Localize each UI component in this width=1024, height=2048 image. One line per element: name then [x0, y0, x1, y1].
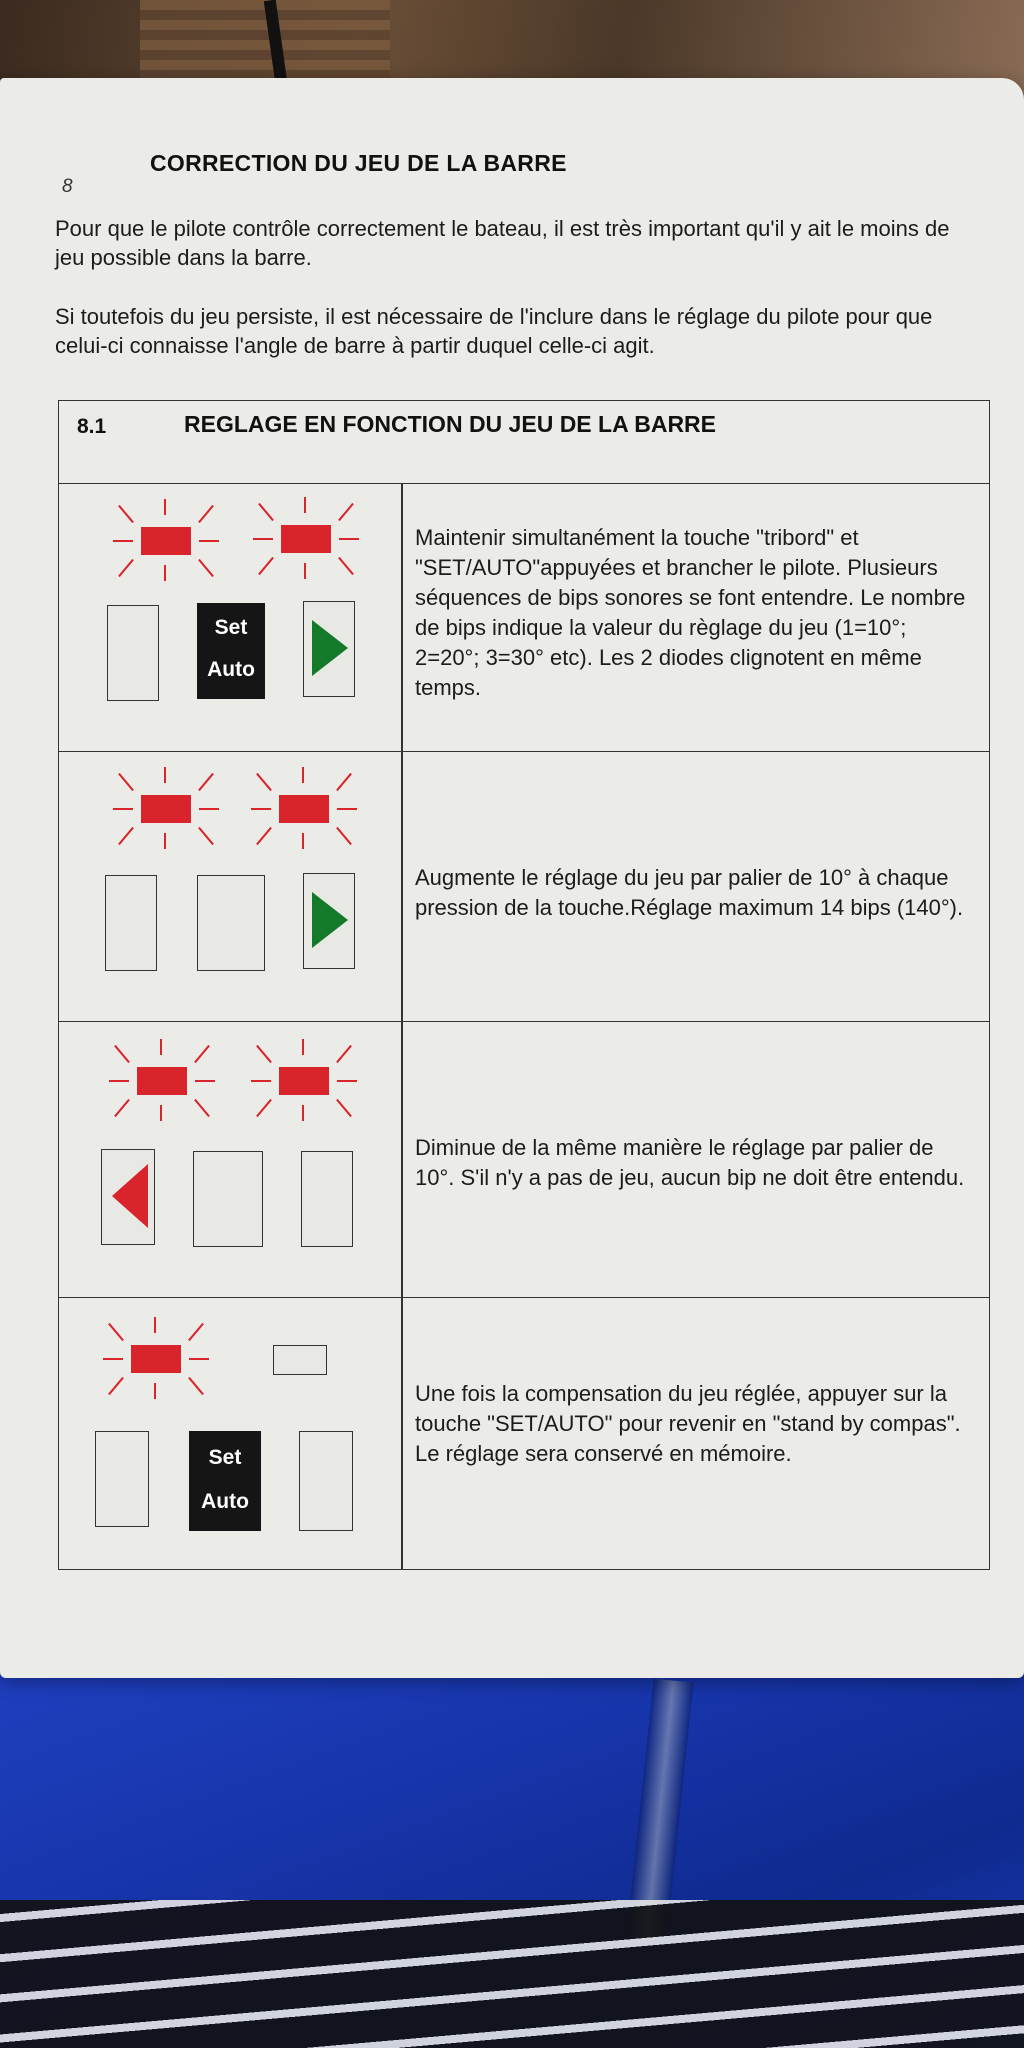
port-arrow-icon [112, 1164, 148, 1228]
port-key [101, 1149, 155, 1245]
set-auto-key [189, 1431, 261, 1531]
led-blinking-icon [111, 497, 221, 587]
led-blinking-icon [249, 765, 359, 855]
led-blinking-icon [101, 1315, 211, 1405]
table-row [59, 1021, 989, 1298]
port-key [95, 1431, 149, 1527]
table-row [59, 1297, 989, 1569]
led-blinking-icon [111, 765, 221, 855]
led-off-icon [273, 1345, 327, 1375]
set-auto-key [197, 603, 265, 699]
row-description: Augmente le réglage du jeu par palier de 10° à chaque pression de la touche.Réglage maximum 14 bips (140°). [415, 865, 964, 920]
starboard-key [299, 1431, 353, 1531]
row-description: Une fois la compensation du jeu réglée, appuyer sur la touche "SET/AUTO" pour revenir en "stand by compas". Le réglage sera conservé en mémoire. [415, 1381, 961, 1466]
keypad-diagram [59, 1297, 401, 1569]
set-auto-key [193, 1151, 263, 1247]
page-number: 8 [62, 176, 73, 197]
page-title: CORRECTION DU JEU DE LA BARRE [150, 150, 567, 176]
auto-label: Auto [201, 1490, 249, 1513]
starboard-key [303, 873, 355, 969]
row-description: Maintenir simultanément la touche "tribord" et "SET/AUTO"appuyées et brancher le pilote. Plusieurs séquences de bips sonores se font entendre. Le nombre de bips indique la valeur du règlage du jeu (1=10°; 2=20°; 3=30° etc). Les 2 diodes clignotent en même temps. [415, 525, 966, 700]
set-label: Set [214, 616, 248, 639]
port-key [105, 875, 157, 971]
keypad-diagram [59, 1021, 401, 1297]
table-row [59, 751, 989, 1022]
section-number: 8.1 [77, 415, 107, 438]
starboard-arrow-icon [312, 620, 348, 676]
instructions-table [58, 400, 990, 1570]
set-auto-key [197, 875, 265, 971]
table-header [59, 401, 989, 484]
led-blinking-icon [249, 1037, 359, 1127]
section-title: REGLAGE EN FONCTION DU JEU DE LA BARRE [184, 411, 717, 437]
manual-page [0, 78, 1024, 1678]
starboard-arrow-icon [312, 892, 348, 948]
intro-paragraph: Pour que le pilote contrôle correctement le bateau, il est très important qu'il y ait le moins de jeu possible dans la barre. [55, 216, 950, 270]
set-label: Set [208, 1446, 242, 1469]
starboard-key [301, 1151, 353, 1247]
led-blinking-icon [107, 1037, 217, 1127]
auto-label: Auto [207, 658, 255, 681]
row-description: Diminue de la même manière le réglage par palier de 10°. S'il n'y a pas de jeu, aucun bip ne doit être entendu. [415, 1135, 965, 1190]
keypad-diagram [59, 483, 401, 751]
led-blinking-icon [251, 495, 361, 585]
starboard-key [303, 601, 355, 697]
keypad-diagram [59, 751, 401, 1021]
table-row [59, 483, 989, 752]
background-stripes [0, 1900, 1024, 2048]
port-key [107, 605, 159, 701]
note-paragraph: Si toutefois du jeu persiste, il est nécessaire de l'inclure dans le réglage du pilote pour que celui-ci connaisse l'angle de barre à partir duquel celle-ci agit. [55, 304, 933, 358]
